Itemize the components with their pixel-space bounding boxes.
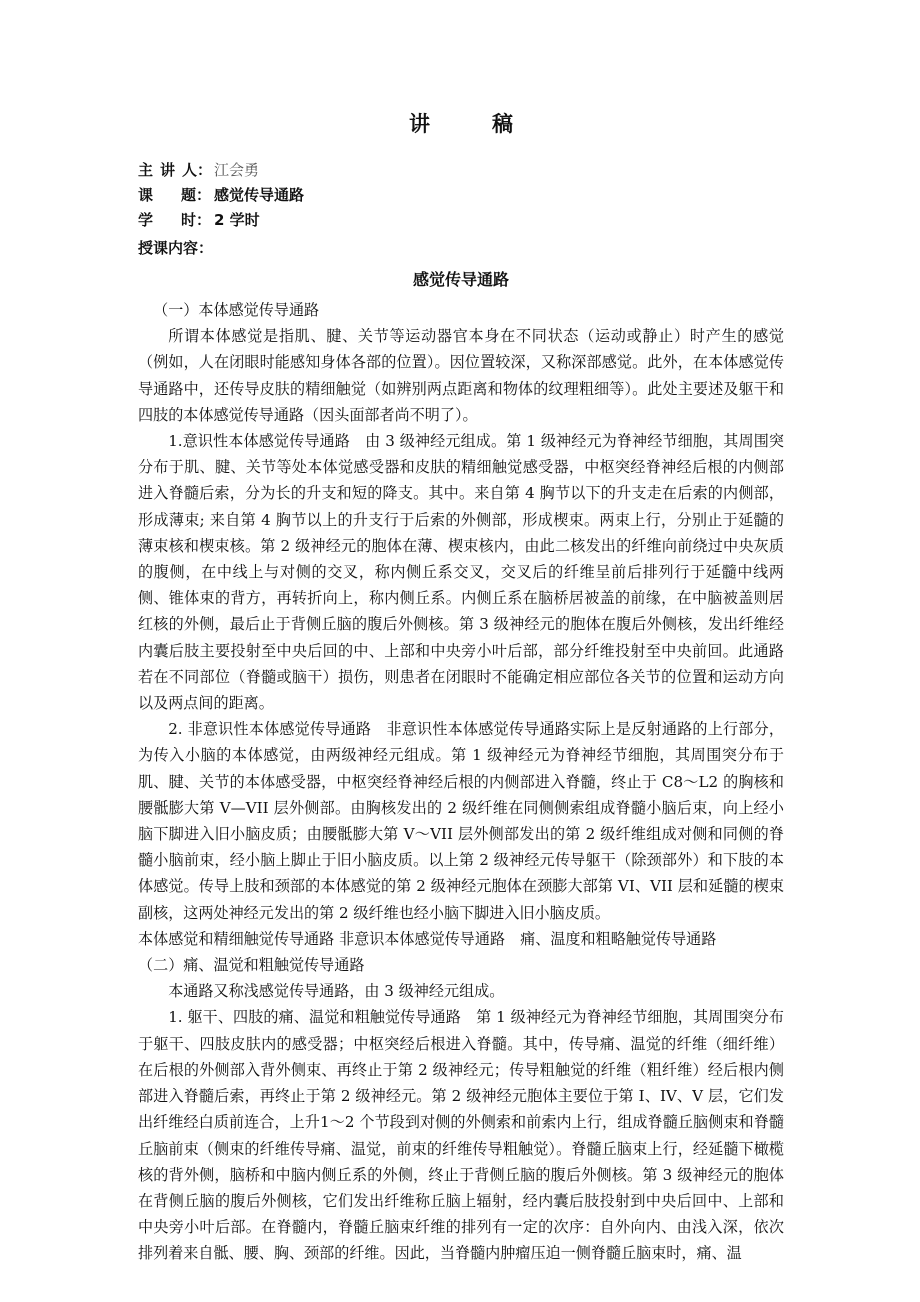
meta-label-speaker-c: 人： <box>182 161 213 179</box>
meta-label-hours-a: 学 <box>138 211 154 229</box>
paragraph-1: 所谓本体感觉是指肌、腱、关节等运动器官本身在不同状态（运动或静止）时产生的感觉（例如，人在闭眼时能感知身体各部的位置）。因位置较深，又称深部感觉。此外，在本体感觉传导通路中，还传导皮肤的精细触觉（如辨别两点距离和物体的纹理粗细等）。此处主要述及躯干和四肢的本体感觉传导通路（因头面部者尚不明了）。 <box>138 327 784 424</box>
paragraph-3: 2. 非意识性本体感觉传导通路 非意识性本体感觉传导通路实际上是反射通路的上行部分，为传入小脑的本体感觉，由两级神经元组成。第 1 级神经元为脊神经节细胞，其周围突分布于肌、腱、关节的本体感受器，中枢突经脊神经后根的内侧部进入脊髓，终止于 C8～L2 的胸核和腰骶膨大第 V—VII 层外侧部。由胸核发出的 2 级纤维在同侧侧索组成脊髓小脑后束，向上经小脑下脚进入旧小脑皮质；由腰骶膨大第 V～VII 层外侧部发出的第 2 级纤维组成对侧和同侧的脊髓小脑前束，经小脑上脚止于旧小脑皮质。以上第 2 级神经元传导躯干（除颈部外）和下肢的本体感觉。传导上肢和颈部的本体感觉的第 2 级神经元胞体在颈膨大部第 VI、VII 层和延髓的楔束副核，这两处神经元发出的第 2 级纤维也经小脑下脚进入旧小脑皮质。 <box>138 720 784 922</box>
section-title: 感觉传导通路 <box>412 270 509 289</box>
meta-value-hours: 2 学时 <box>214 211 260 229</box>
meta-row-speaker <box>138 158 784 183</box>
meta-label-topic-a: 课 <box>138 186 154 204</box>
meta-value-speaker: 江会勇 <box>214 161 260 179</box>
meta-label-topic <box>138 183 214 208</box>
paragraph-sub-heading-2: （二）痛、温觉和粗触觉传导通路 <box>138 956 365 975</box>
paragraph-2: 1.意识性本体感觉传导通路 由 3 级神经元组成。第 1 级神经元为脊神经节细胞，其周围突分布于肌、腱、关节等处本体觉感受器和皮肤的精细触觉感受器，中枢突经脊神经后根的内侧部进入脊髓后索，分为长的升支和短的降支。其中。来自第 4 胸节以下的升支走在后索的内侧部，形成薄束; 来自第 4 胸节以上的升支行于后索的外侧部，形成楔束。两束上行，分别止于延髓的薄束核和楔束核。第 2 级神经元的胞体在薄、楔束核内，由此二核发出的纤维向前绕过中央灰质的腹侧，在中线上与对侧的交叉，称内侧丘系交叉，交叉后的纤维呈前后排列行于延髓中线两侧、锥体束的背方，再转折向上，称内侧丘系。内侧丘系在脑桥居被盖的前缘，在中脑被盖则居红核的外侧，最后止于背侧丘脑的腹后外侧核。第 3 级神经元的胞体在腹后外侧核，发出纤维经内囊后肢主要投射至中央后回的中、上部和中央旁小叶后部，部分纤维投射至中央前回。此通路若在不同部位（脊髓或脑干）损伤，则患者在闭眼时不能确定相应部位各关节的位置和运动方向以及两点间的距离。 <box>138 432 784 713</box>
meta-header-block <box>138 158 784 261</box>
meta-row-topic <box>138 183 784 208</box>
page-title <box>138 108 784 140</box>
page-content <box>138 108 784 1267</box>
paragraph-5: 本通路又称浅感觉传导通路，由 3 级神经元组成。 <box>168 982 505 1001</box>
meta-value-topic: 感觉传导通路 <box>214 186 305 204</box>
title-char-second: 稿 <box>492 112 513 136</box>
body-container <box>138 297 784 1267</box>
meta-label-hours-b: 时： <box>181 211 212 229</box>
meta-label-content: 授课内容： <box>138 239 214 257</box>
paragraph-6: 1. 躯干、四肢的痛、温觉和粗触觉传导通路 第 1 级神经元为脊神经节细胞，其周围突分布于躯干、四肢皮肤内的感受器；中枢突经后根进入脊髓。其中，传导痛、温觉的纤维（细纤维）在后根的外侧部入背外侧束、再终止于第 2 级神经元；传导粗触觉的纤维（粗纤维）经后根内侧部进入脊髓后索，再终止于第 2 级神经元。第 2 级神经元胞体主要位于第 I、IV、V 层，它们发出纤维经白质前连合，上升1～2 个节段到对侧的外侧索和前索内上行，组成脊髓丘脑侧束和脊髓丘脑前束（侧束的纤维传导痛、温觉，前束的纤维传导粗触觉）。脊髓丘脑束上行，经延髓下橄榄核的背外侧，脑桥和中脑内侧丘系的外侧，终止于背侧丘脑的腹后外侧核。第 3 级神经元的胞体在背侧丘脑的腹后外侧核，它们发出纤维称丘脑上辐射，经内囊后肢投射到中央后回中、上部和中央旁小叶后部。在脊髓内，脊髓丘脑束纤维的排列有一定的次序：自外向内、由浅入深，依次排列着来自骶、腰、胸、颈部的纤维。因此，当脊髓内肿瘤压迫一侧脊髓丘脑束时，痛、温 <box>138 1008 784 1263</box>
paragraph-sub-heading-1: （一）本体感觉传导通路 <box>153 301 320 319</box>
meta-label-topic-b: 题： <box>181 186 212 204</box>
paragraph-4: 本体感觉和精细触觉传导通路 非意识本体感觉传导通路 痛、温度和粗略触觉传导通路 <box>138 929 717 948</box>
meta-label-speaker-b: 讲 <box>160 161 176 179</box>
meta-label-speaker <box>138 158 214 183</box>
meta-label-speaker-a: 主 <box>138 161 154 179</box>
title-char-first: 讲 <box>409 112 430 136</box>
meta-row-hours <box>138 208 784 233</box>
meta-label-hours <box>138 208 214 233</box>
